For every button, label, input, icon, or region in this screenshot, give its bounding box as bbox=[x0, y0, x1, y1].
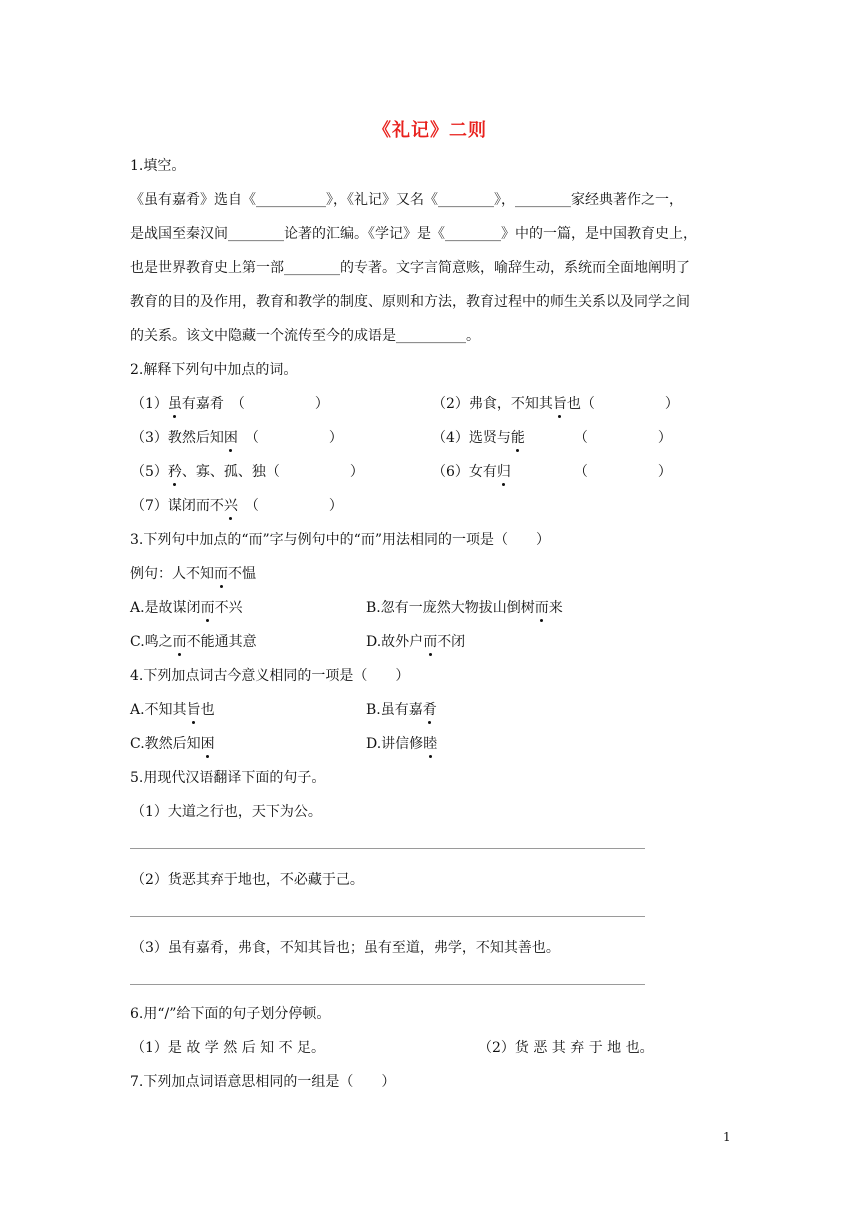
q3-heading: 3.下列句中加点的“而”字与例句中的“而”用法相同的一项是（ ） bbox=[130, 532, 550, 548]
q4-option-b: B.虽有嘉肴 bbox=[366, 702, 437, 718]
emphasis-dot-char: 旨 bbox=[186, 702, 201, 718]
answer-line bbox=[130, 916, 645, 917]
q5-heading: 5.用现代汉语翻译下面的句子。 bbox=[130, 770, 326, 786]
q1-line-2: 是战国至秦汉间________论著的汇编。《学记》是《________》中的一篇，是中国教育史上， bbox=[130, 226, 697, 242]
emphasis-dot-char: 而 bbox=[534, 600, 549, 616]
q6-heading: 6.用“/”给下面的句子划分停顿。 bbox=[130, 1006, 331, 1022]
q2-item-3: （3）教然后知困 （ ） bbox=[131, 430, 343, 446]
emphasis-dot-char: 矜 bbox=[167, 464, 182, 480]
q1-line-1: 《虽有嘉肴》选自《__________》，《礼记》又名《________》，________家经典著作之一， bbox=[130, 192, 683, 208]
emphasis-dot-char: 而 bbox=[214, 566, 228, 582]
q1-line-3: 也是世界教育史上第一部________的专著。文字言简意赅，喻辞生动，系统而全面地阐明了 bbox=[130, 260, 690, 276]
q6-item-1: （1）是 故 学 然 后 知 不 足。 bbox=[131, 1040, 326, 1056]
emphasis-dot-char: 困 bbox=[200, 736, 215, 752]
emphasis-dot-char: 旨 bbox=[552, 396, 567, 412]
q2-heading: 2.解释下列句中加点的词。 bbox=[130, 362, 298, 378]
page-title: 《礼记》二则 bbox=[373, 120, 487, 141]
q2-item-6: （6）女有归 （ ） bbox=[432, 464, 672, 480]
emphasis-dot-char: 而 bbox=[423, 634, 438, 650]
q4-option-a: A.不知其旨也 bbox=[130, 702, 215, 718]
q2-item-5: （5）矜、寡、孤、独（ ） bbox=[131, 464, 364, 480]
q2-item-7: （7）谋闭而不兴 （ ） bbox=[131, 498, 343, 514]
q5-item-3: （3）虽有嘉肴，弗食，不知其旨也；虽有至道，弗学，不知其善也。 bbox=[131, 940, 560, 956]
q2-item-1: （1）虽有嘉肴 （ ） bbox=[131, 396, 329, 412]
q2-item-4: （4）选贤与能 （ ） bbox=[432, 430, 672, 446]
q1-heading: 1.填空。 bbox=[130, 158, 186, 174]
emphasis-dot-char: 兴 bbox=[223, 498, 238, 514]
q3-example: 例句：人不知而不愠 bbox=[130, 566, 256, 582]
q4-heading: 4.下列加点词古今意义相同的一项是（ ） bbox=[130, 668, 410, 684]
q3-option-d: D.故外户而不闭 bbox=[366, 634, 466, 650]
answer-line bbox=[130, 984, 645, 985]
emphasis-dot-char: 归 bbox=[496, 464, 511, 480]
q3-option-c: C.鸣之而不能通其意 bbox=[130, 634, 257, 650]
emphasis-dot-char: 肴 bbox=[422, 702, 437, 718]
q3-option-b: B.忽有一庞然大物拔山倒树而来 bbox=[366, 600, 563, 616]
q7-heading: 7.下列加点词语意思相同的一组是（ ） bbox=[130, 1074, 396, 1090]
q5-item-1: （1）大道之行也，天下为公。 bbox=[131, 804, 322, 820]
q4-option-c: C.教然后知困 bbox=[130, 736, 215, 752]
emphasis-dot-char: 能 bbox=[510, 430, 525, 446]
emphasis-dot-char: 虽 bbox=[167, 396, 182, 412]
page-number: 1 bbox=[723, 1130, 731, 1144]
emphasis-dot-char: 而 bbox=[172, 634, 187, 650]
q4-option-d: D.讲信修睦 bbox=[366, 736, 438, 752]
q6-item-2: （2）货 恶 其 弃 于 地 也。 bbox=[478, 1040, 654, 1056]
emphasis-dot-char: 困 bbox=[223, 430, 238, 446]
q2-item-2: （2）弗食，不知其旨也（ ） bbox=[432, 396, 679, 412]
q3-option-a: A.是故谋闭而不兴 bbox=[130, 600, 243, 616]
emphasis-dot-char: 睦 bbox=[423, 736, 438, 752]
q1-line-5: 的关系。该文中隐藏一个流传至今的成语是__________。 bbox=[130, 328, 480, 344]
q5-item-2: （2）货恶其弃于地也，不必藏于己。 bbox=[131, 872, 364, 888]
answer-line bbox=[130, 848, 645, 849]
q1-line-4: 教育的目的及作用，教育和教学的制度、原则和方法，教育过程中的师生关系以及同学之间 bbox=[130, 294, 690, 310]
emphasis-dot-char: 而 bbox=[200, 600, 215, 616]
